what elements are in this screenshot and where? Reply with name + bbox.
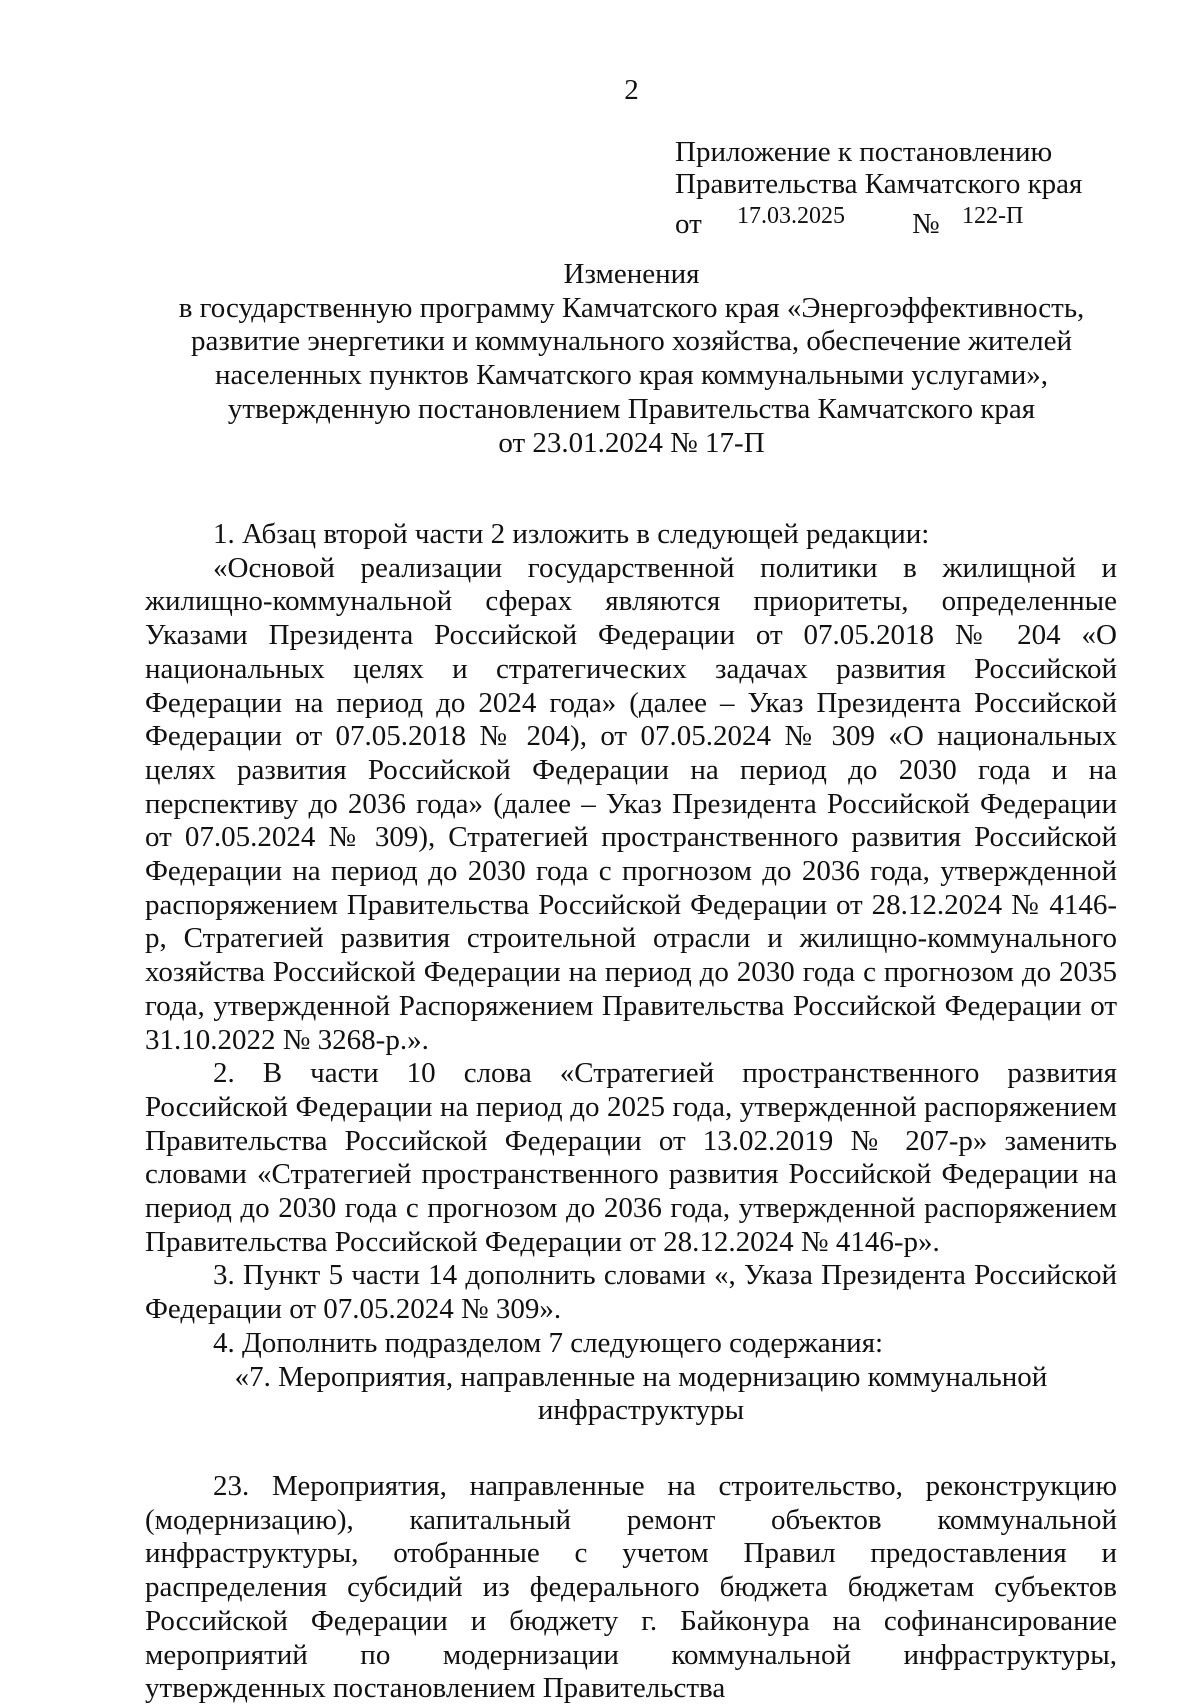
paragraph-3: 2. В части 10 слова «Стратегией пространственного развития Российской Федерации на период до 2025 года, утвержденной распоряжением Правительства Российской Федерации от 13.02.2019 № 207-р» заменить словами «Стратегией пространственного развития Российской Федерации на период до 2030 года с прогнозом до 2036 года, утвержденной распоряжением Правительства Российской Федерации от 28.12.2024 № 4146-р». <box>145 1057 1117 1258</box>
title-line-3: развитие энергетики и коммунального хозяйства, обеспечение жителей <box>191 325 1072 358</box>
number-label: № <box>912 208 940 240</box>
document-title <box>150 258 1113 460</box>
page-number: 2 <box>624 74 639 106</box>
appendix-date-number <box>675 200 1135 240</box>
date-label: от <box>675 208 702 240</box>
paragraph-1: 1. Абзац второй части 2 изложить в следующей редакции: <box>213 518 930 550</box>
subheading-line-2: инфраструктуры <box>537 1394 745 1427</box>
paragraph-2: «Основой реализации государственной политики в жилищной и жилищно-коммунальной сферах являются приоритеты, определенные Указами Президента Российской Федерации от 07.05.2018 № 204 «О национальных целях и стратегических задачах развития Российской Федерации на период до 2024 года» (далее – Указ Президента Российской Федерации от 07.05.2018 № 204), от 07.05.2024 № 309 «О национальных целях развития Российской Федерации на период до 2030 года и на перспективу до 2036 года» (далее – Указ Президента Российской Федерации от 07.05.2024 № 309), Стратегией пространственного развития Российской Федерации на период до 2030 года с прогнозом до 2036 года, утвержденной распоряжением Правительства Российской Федерации от 28.12.2024 № 4146-р, Стратегией развития строительной отрасли и жилищно-коммунального хозяйства Российской Федерации на период до 2030 года с прогнозом до 2035 года, утвержденной Распоряжением Правительства Российской Федерации от 31.10.2022 № 3268-р.». <box>145 551 1117 1056</box>
spacer <box>145 1428 1117 1470</box>
document-body <box>145 518 1117 1706</box>
paragraph-4: 3. Пункт 5 части 14 дополнить словами «, Указа Президента Российской Федерации от 07.05.2024 № 309». <box>145 1259 1117 1326</box>
paragraph-5: 4. Дополнить подразделом 7 следующего содержания: <box>213 1326 884 1359</box>
title-line-6: от 23.01.2024 № 17-П <box>498 426 765 459</box>
title-line-2: в государственную программу Камчатского края «Энергоэффективность, <box>178 291 1085 324</box>
appendix-line-2: Правительства Камчатского края <box>675 168 1083 200</box>
title-line-1: Изменения <box>563 258 700 290</box>
appendix-line-1: Приложение к постановлению <box>675 136 1053 168</box>
appendix-header <box>675 136 1135 240</box>
title-line-5: утвержденную постановлением Правительства Камчатского края <box>227 392 1036 425</box>
title-line-4: населенных пунктов Камчатского края коммунальными услугами», <box>215 359 1048 392</box>
subheading-line-1: «7. Мероприятия, направленные на модернизацию коммунальной <box>234 1360 1048 1393</box>
decree-number: 122-П <box>962 203 1024 229</box>
paragraph-6: 23. Мероприятия, направленные на строительство, реконструкцию (модернизацию), капитальный ремонт объектов коммунальной инфраструктуры, отобранные с учетом Правил предоставления и распределения субсидий из федерального бюджета бюджетам субъектов Российской Федерации и бюджету г. Байконура на софинансирование мероприятий по модернизации коммунальной инфраструктуры, утвержденных постановлением Правительства <box>145 1469 1117 1705</box>
decree-date: 17.03.2025 <box>737 203 845 229</box>
